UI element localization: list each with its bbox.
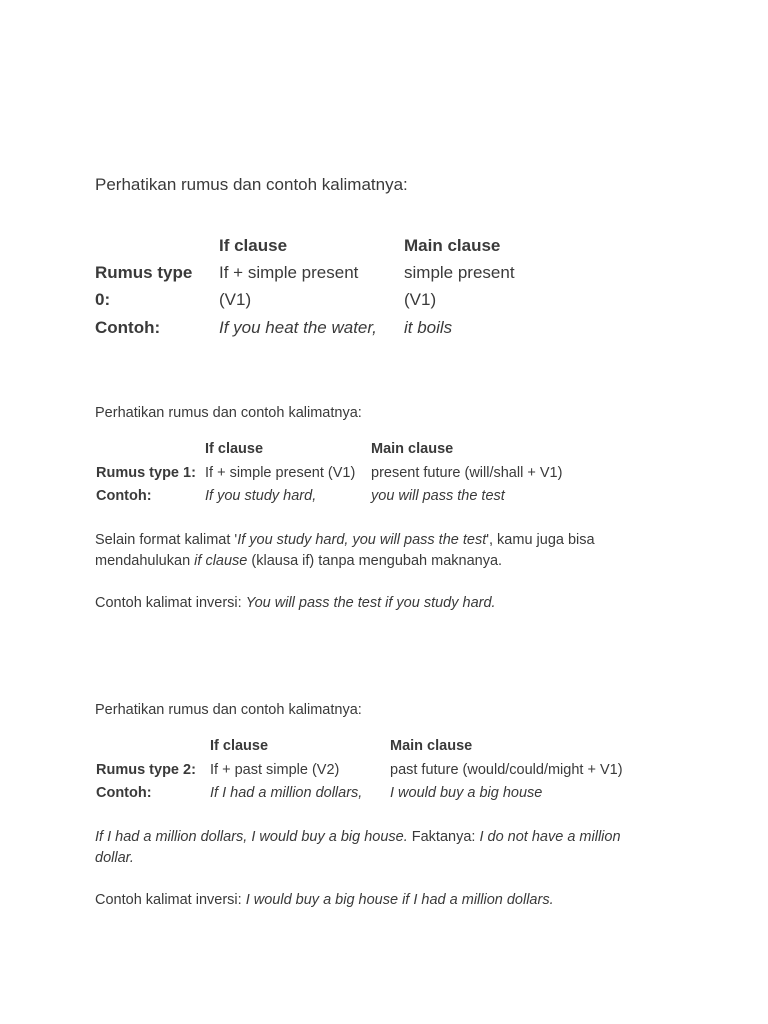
inversion-paragraph xyxy=(95,593,595,614)
table-row-example xyxy=(95,488,595,511)
contoh-main-cell: it boils xyxy=(404,318,453,337)
table-row-formula-line1 xyxy=(95,263,515,288)
inversion-example: You will pass the test if you study hard. xyxy=(245,595,496,611)
table-row-formula xyxy=(95,465,595,488)
formula-table xyxy=(95,421,595,504)
contoh-main-cell: I would buy a big house xyxy=(390,785,543,801)
contoh-label: Contoh: xyxy=(96,488,152,504)
table-header-row xyxy=(95,236,501,260)
section-intro: Perhatikan rumus dan contoh kalimatnya: xyxy=(95,175,408,194)
inversion-paragraph xyxy=(95,890,621,911)
contoh-label: Contoh: xyxy=(96,785,152,801)
table-row-formula xyxy=(95,762,621,785)
table-header-row xyxy=(95,441,595,465)
contoh-main-cell: you will pass the test xyxy=(371,488,505,504)
explanation-paragraph: Selain format kalimat 'If you study hard, you will pass the test', kamu juga bisa mendahulukan if clause (klausa if) tanpa mengubah maknanya. xyxy=(95,532,595,569)
header-main-clause: Main clause xyxy=(404,236,501,255)
rumus-main-cell: simple present xyxy=(404,263,515,282)
header-if-clause: If clause xyxy=(205,441,264,457)
table-row-example xyxy=(95,318,453,343)
table-row-formula-line2 xyxy=(95,290,437,315)
rumus-if-cell: If + simple present xyxy=(219,263,359,282)
if-clause-term: if clause xyxy=(194,553,248,569)
rumus-if-cell-cont: (V1) xyxy=(219,290,252,309)
formula-table xyxy=(95,195,515,337)
rumus-label-cont: 0: xyxy=(95,290,111,309)
contoh-if-cell: If I had a million dollars, xyxy=(210,785,363,801)
section-type-0 xyxy=(95,175,515,337)
contoh-if-cell: If you heat the water, xyxy=(219,318,377,337)
table-row-example xyxy=(95,785,621,808)
section-intro: Perhatikan rumus dan contoh kalimatnya: xyxy=(95,405,362,421)
rumus-if-cell: If + simple present (V1) xyxy=(205,465,356,481)
section-type-2 xyxy=(95,702,621,911)
fact-label: Faktanya: xyxy=(407,829,480,845)
fact-statement-cont: dollar. xyxy=(95,850,134,866)
table-header-row xyxy=(95,738,621,762)
rumus-if-cell: If + past simple (V2) xyxy=(210,762,340,778)
rumus-main-cell-cont: (V1) xyxy=(404,290,437,309)
inversion-example: I would buy a big house if I had a million dollars. xyxy=(245,892,554,908)
rumus-label: Rumus type 2: xyxy=(96,762,196,778)
rumus-label: Rumus type 1: xyxy=(96,465,196,481)
contoh-label: Contoh: xyxy=(95,318,161,337)
example-sentence: If I had a million dollars, I would buy a big house. xyxy=(95,829,408,845)
rumus-label: Rumus type xyxy=(95,263,193,282)
example-sentence: If you study hard, you will pass the test xyxy=(237,532,487,548)
inversion-label: Contoh kalimat inversi: xyxy=(95,892,246,908)
header-if-clause: If clause xyxy=(219,236,288,255)
header-main-clause: Main clause xyxy=(390,738,473,754)
rumus-main-cell: present future (will/shall + V1) xyxy=(371,465,563,481)
inversion-label: Contoh kalimat inversi: xyxy=(95,595,246,611)
header-main-clause: Main clause xyxy=(371,441,454,457)
rumus-main-cell: past future (would/could/might + V1) xyxy=(390,762,623,778)
formula-table xyxy=(95,718,623,801)
section-intro: Perhatikan rumus dan contoh kalimatnya: xyxy=(95,702,362,718)
header-if-clause: If clause xyxy=(210,738,269,754)
contoh-if-cell: If you study hard, xyxy=(205,488,317,504)
fact-statement: I do not have a million xyxy=(479,829,621,845)
fact-paragraph xyxy=(95,827,621,869)
section-type-1 xyxy=(95,405,595,614)
